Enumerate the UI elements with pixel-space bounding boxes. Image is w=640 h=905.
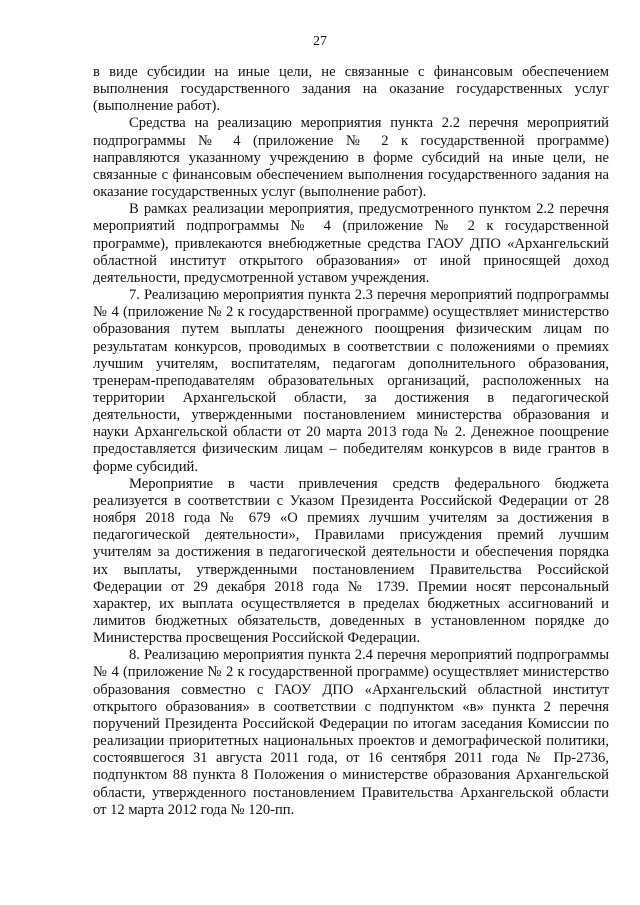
paragraph-federal-budget: Мероприятие в части привлечения средств федерального бюджета реализуется в соответствии с Указом Президента Российской Федерации от 28 ноября 2018 года № 679 «О премиях лучшим учителям за достижения в педагогической деятельности», Правилами присуждения премий лучшим учителям за достижения в педагогической деятельности и обеспечения порядка их выплаты, утвержденными постановлением Правительства Российской Федерации от 29 декабря 2018 года № 1739. Премии носят персональный характер, их выплата осуществляется в пределах бюджетных ассигнований и лимитов бюджетных обязательств, доведенных в установленном порядке до Министерства просвещения Российской Федерации. — [93, 475, 609, 647]
paragraph-funding-2-2: Средства на реализацию мероприятия пункта 2.2 перечня мероприятий подпрограммы № 4 (приложение № 2 к государственной программе) направляются указанному учреждению в форме субсидий на иные цели, не связанные с финансовым обеспечением выполнения государственного задания на оказание государственных услуг (выполнение работ). — [93, 115, 609, 201]
paragraph-item-7: 7. Реализацию мероприятия пункта 2.3 перечня мероприятий подпрограммы № 4 (приложение № 2 к государственной программе) осуществляет министерство образования путем выплаты денежного поощрения физическим лицам по результатам конкурсов, проводимых в соответствии с положениями о премиях лучшим учителям, воспитателям, педагогам дополнительного образования, тренерам-преподавателям образовательных организаций, расположенных на территории Архангельской области, за достижения в педагогической деятельности, утвержденными постановлением министерства образования и науки Архангельской области от 20 марта 2013 года № 2. Денежное поощрение предоставляется физическим лицам – победителям конкурсов в виде грантов в форме субсидий. — [93, 287, 609, 475]
document-body — [93, 64, 609, 819]
paragraph-item-8: 8. Реализацию мероприятия пункта 2.4 перечня мероприятий подпрограммы № 4 (приложение № 2 к государственной программе) осуществляет министерство образования совместно с ГАОУ ДПО «Архангельский областной институт открытого образования» в соответствии с подпунктом «в» пункта 2 перечня поручений Президента Российской Федерации по итогам заседания Комиссии по реализации приоритетных национальных проектов и демографической политики, состоявшегося 31 августа 2011 года, от 16 сентября 2011 года № Пр-2736, подпунктом 88 пункта 8 Положения о министерстве образования Архангельской области, утвержденного постановлением Правительства Архангельской области от 12 марта 2012 года № 120-пп. — [93, 647, 609, 818]
paragraph-continuation: в виде субсидии на иные цели, не связанные с финансовым обеспечением выполнения государственного задания на оказание государственных услуг (выполнение работ). — [93, 64, 609, 115]
page-number: 27 — [313, 34, 327, 49]
paragraph-extrabudgetary-2-2: В рамках реализации мероприятия, предусмотренного пунктом 2.2 перечня мероприятий подпрограммы № 4 (приложение № 2 к государственной программе), привлекаются внебюджетные средства ГАОУ ДПО «Архангельский областной институт открытого образования» от иной приносящей доход деятельности, предусмотренной уставом учреждения. — [93, 201, 609, 286]
